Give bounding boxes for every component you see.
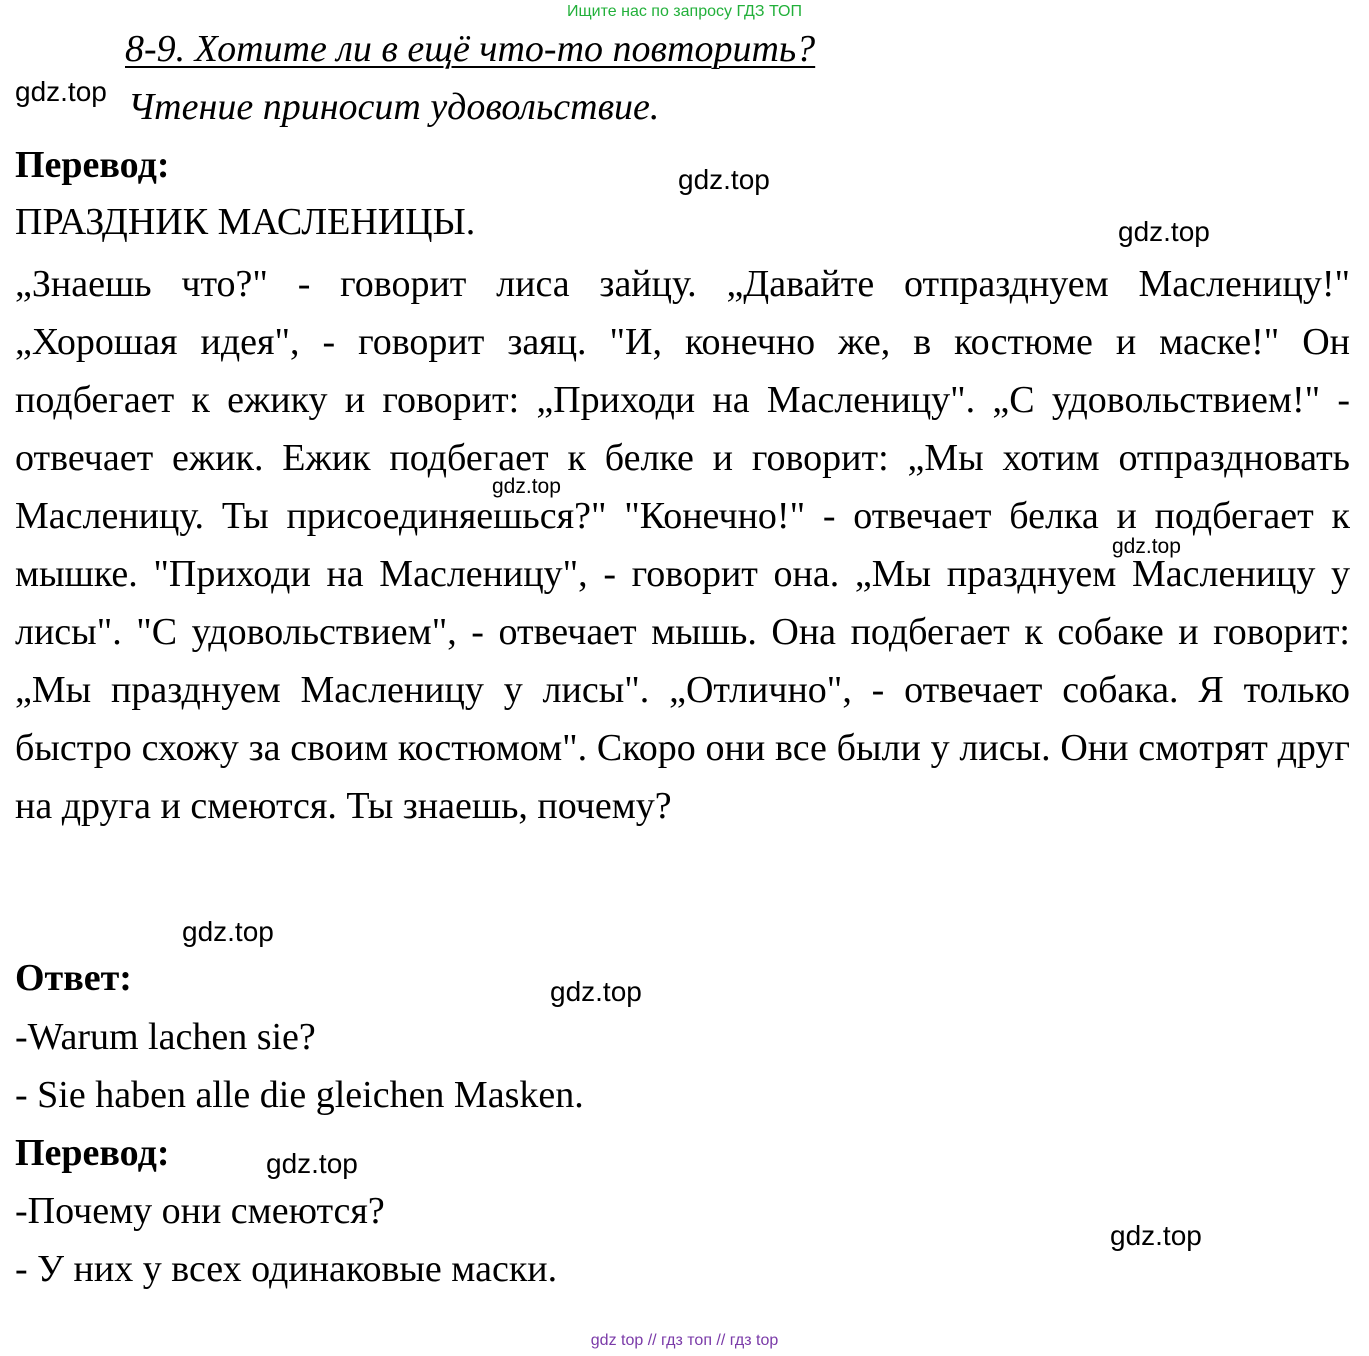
answer-line: -Warum lachen sie? bbox=[15, 1016, 316, 1058]
watermark: gdz.top bbox=[1110, 1220, 1202, 1251]
watermark: gdz.top bbox=[182, 916, 274, 947]
watermark: gdz.top bbox=[266, 1148, 358, 1179]
footer-links: gdz top // гдз топ // гдз top bbox=[590, 1332, 779, 1349]
watermark: gdz.top bbox=[1112, 535, 1181, 558]
story-title: ПРАЗДНИК МАСЛЕНИЦЫ. bbox=[15, 201, 476, 243]
translation-label: Перевод: bbox=[15, 1132, 170, 1174]
search-banner: Ищите нас по запросу ГДЗ ТОП bbox=[567, 3, 802, 20]
story-text: „Знаешь что?" - говорит лиса зайцу. „Давайте отпразднуем Масленицу!" „Хорошая идея", - говорит заяц. "И, конечно же, в костюме и маске!" Он подбегает к ежику и говорит: „Приходи на Масленицу". „С удовольствием!" - отвечает ежик. Ежик подбегает к белке и говорит: „Мы хотим отпраздновать Масленицу. Ты присоединяешься?" "Конечно!" - отвечает белка и подбегает к мышке. "Приходи на Масленицу", - говорит она. „Мы празднуем Масленицу у лисы". "С удовольствием", - отвечает мышь. Она подбегает к собаке и говорит: „Мы празднуем Масленицу у лисы". „Отлично", - отвечает собака. Я только быстро схожу за своим костюмом". Скоро они все были у лисы. Они смотрят друг на друга и смеются. Ты знаешь, почему? bbox=[15, 263, 1350, 827]
watermark: gdz.top bbox=[15, 76, 107, 107]
exercise-subheading: Чтение приносит удовольствие. bbox=[128, 86, 660, 128]
answer-label: Ответ: bbox=[15, 957, 132, 999]
exercise-heading: 8-9. Хотите ли в ещё что-то повторить? bbox=[125, 28, 816, 70]
watermark: gdz.top bbox=[1118, 216, 1210, 247]
translation-line: - У них у всех одинаковые маски. bbox=[15, 1248, 558, 1290]
watermark: gdz.top bbox=[550, 976, 642, 1007]
translation-label: Перевод: bbox=[15, 144, 170, 186]
watermark: gdz.top bbox=[678, 164, 770, 195]
watermark: gdz.top bbox=[492, 475, 561, 498]
translation-line: -Почему они смеются? bbox=[15, 1190, 385, 1232]
answer-line: - Sie haben alle die gleichen Masken. bbox=[15, 1074, 584, 1116]
